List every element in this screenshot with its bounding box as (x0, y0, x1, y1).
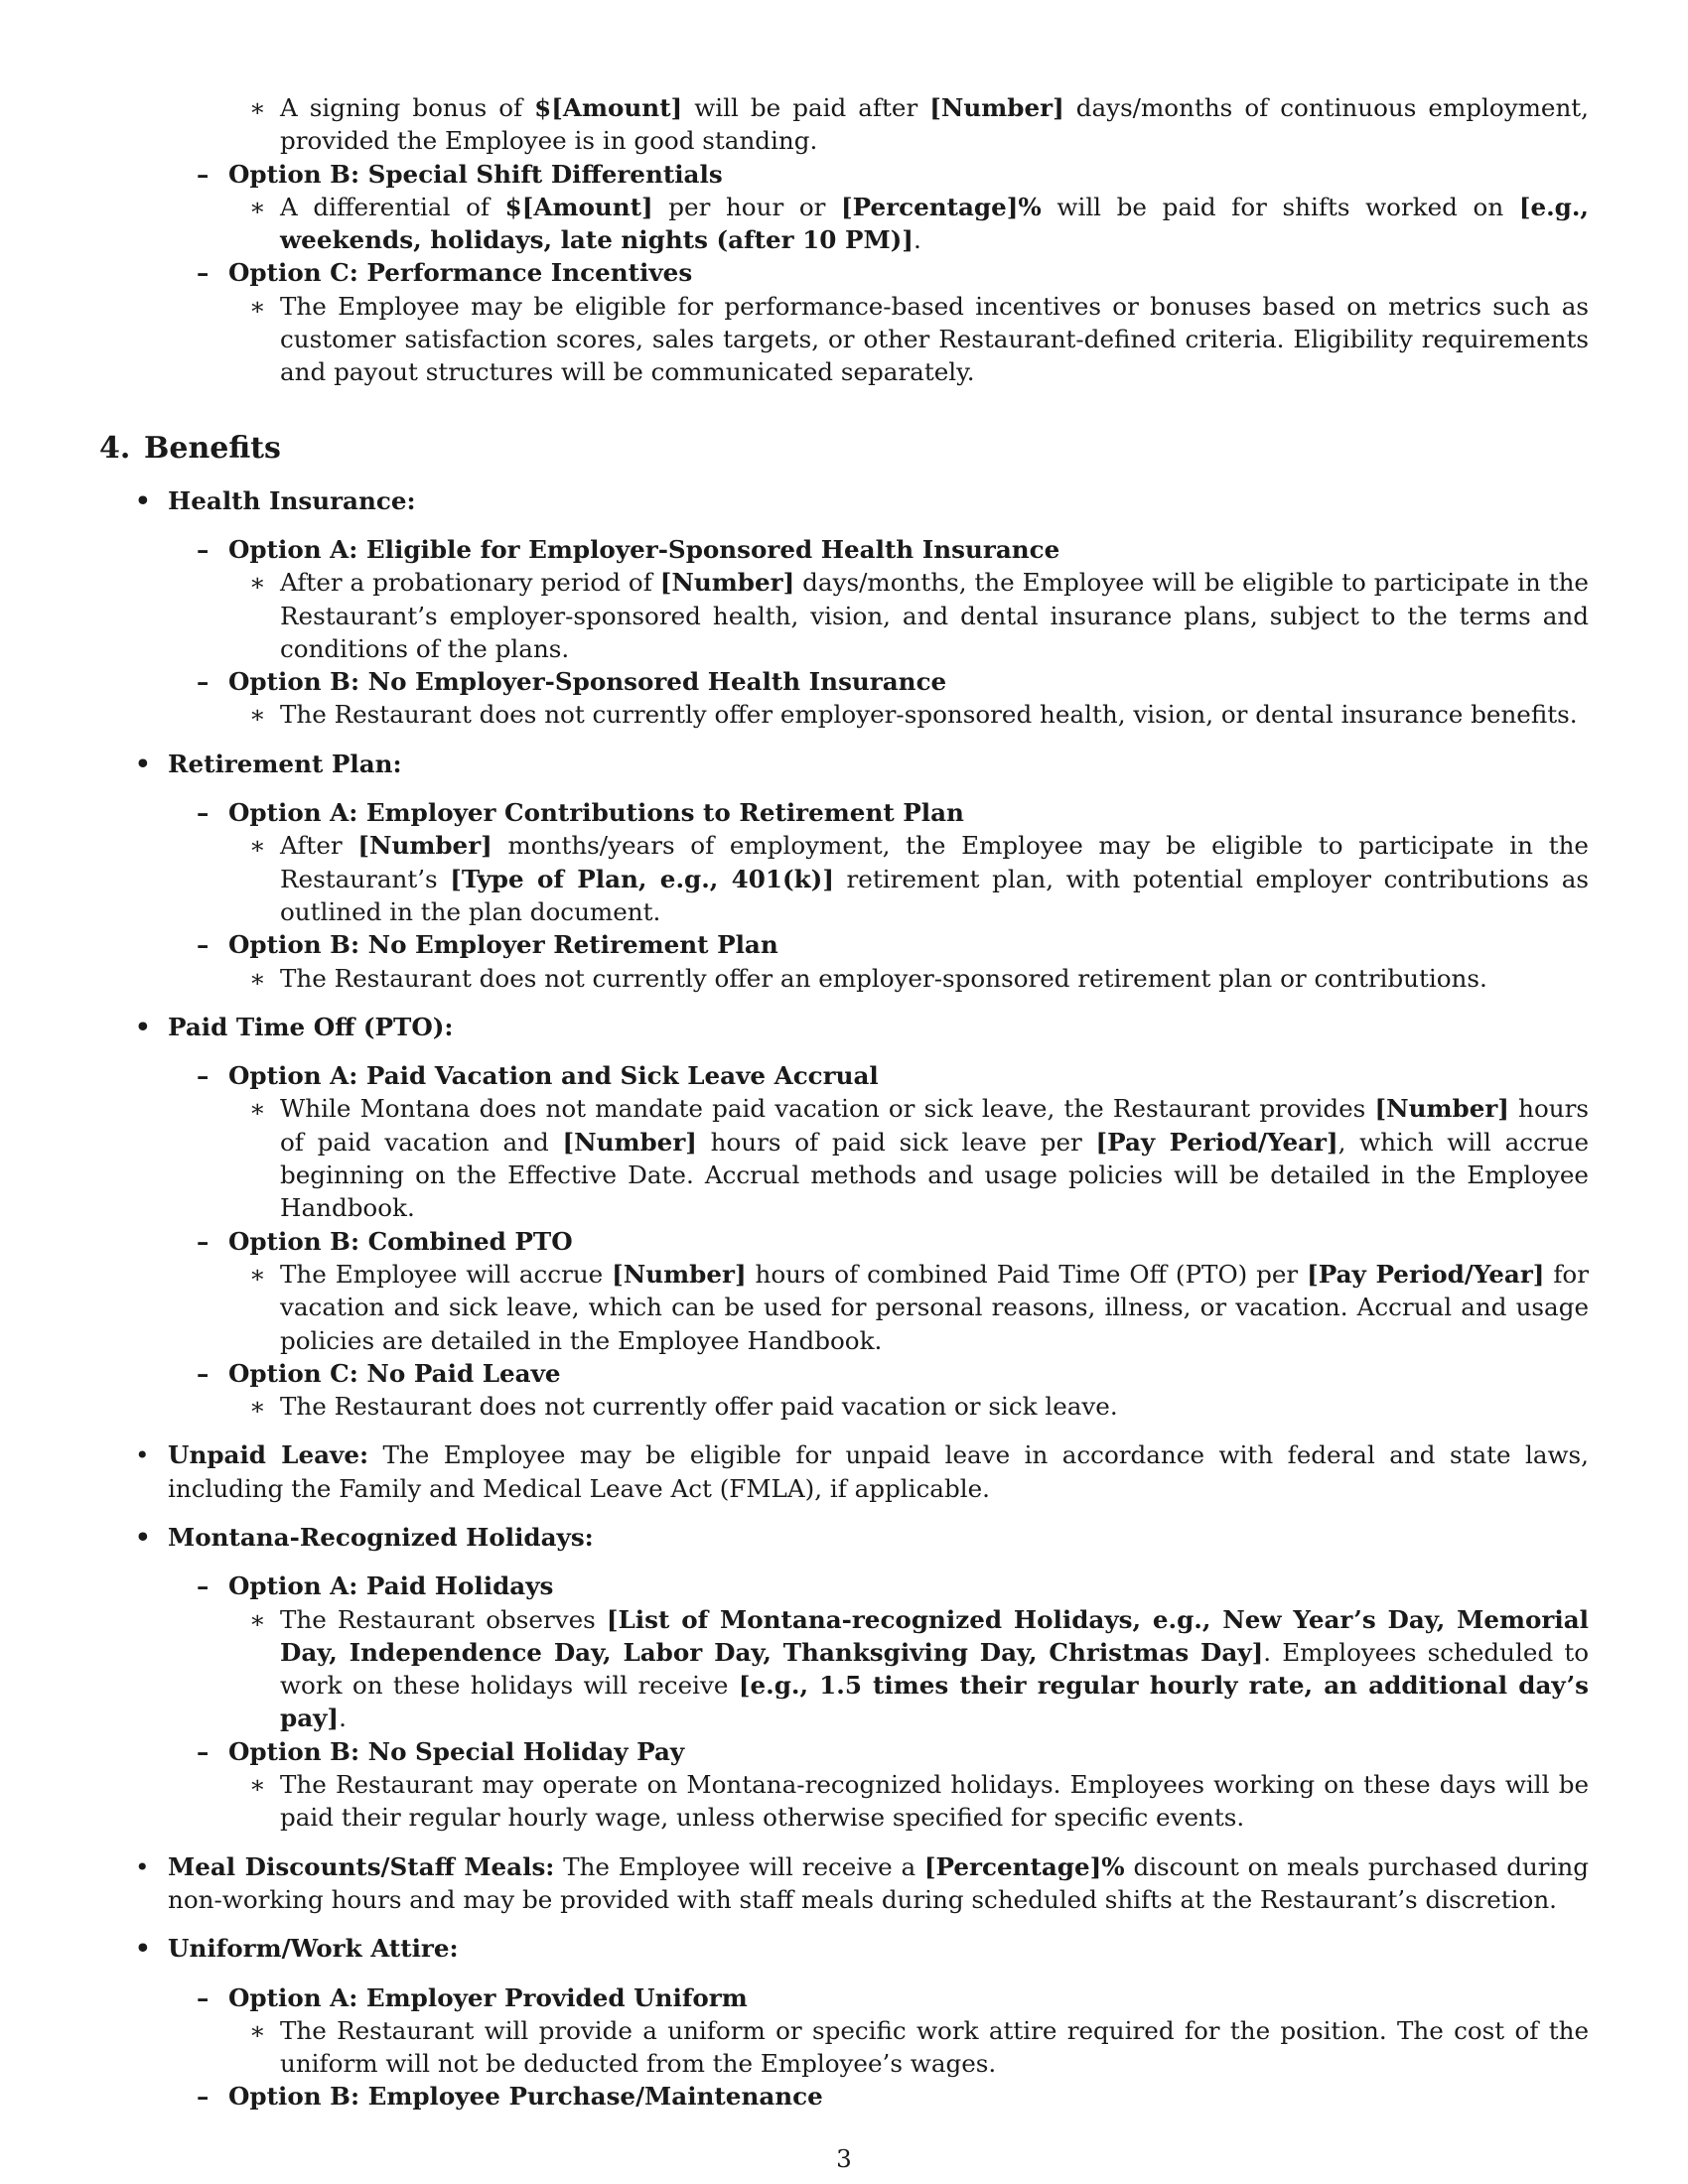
pto-option-a-title: – Option A: Paid Vacation and Sick Leave Accrual (99, 1059, 1589, 1092)
asterisk-marker: ∗ (249, 1094, 266, 1124)
holidays-option-b-bullet: ∗ The Restaurant may operate on Montana-recognized holidays. Employees working on these days will be paid their regular hourly wage, unless otherwise specified for specific events. (249, 1770, 1589, 1833)
bullet-marker: • (135, 1851, 150, 1881)
holidays-item: • Montana-Recognized Holidays: (99, 1521, 1589, 1554)
health-option-a-title: – Option A: Eligible for Employer-Sponsored Health Insurance (99, 533, 1589, 566)
pto-option-b-bullet: ∗ The Employee will accrue [Number] hours of combined Paid Time Off (PTO) per [Pay Period/Year] for vacation and sick leave, which can be used for personal reasons, illness, or vacation. Accrual and usage policies are detailed in the Employee Handbook. (249, 1259, 1589, 1355)
health-option-b-bullet: ∗ The Restaurant does not currently offer employer-sponsored health, vision, or dental insurance benefits. (99, 698, 1589, 731)
page-number: 3 (836, 2144, 852, 2173)
holidays-option-a-bullet: ∗ The Restaurant observes [List of Montana-recognized Holidays, e.g., New Year’s Day, Memorial Day, Independence Day, Labor Day, Thanksgiving Day, Christmas Day]. Employees scheduled to work on these holidays will receive [e.g., 1.5 times their regular hourly rate, an additional day’s pay]. (249, 1604, 1590, 1733)
option-c-performance-title: – Option C: Performance Incentives (99, 256, 1589, 289)
uniform-item: • Uniform/Work Attire: (99, 1932, 1589, 1965)
uniform-option-b-title: – Option B: Employee Purchase/Maintenance (99, 2080, 1589, 2113)
dash-marker: – (197, 1358, 210, 1388)
dash-marker: – (197, 1226, 210, 1256)
dash-marker: – (197, 798, 210, 828)
pto-option-a-bullet: ∗ While Montana does not mandate paid vacation or sick leave, the Restaurant provides [Number] hours of paid vacation and [Number] hours of paid sick leave per [Pay Period/Year], which will accrue beginning on the Effective Date. Accrual methods and usage policies will be detailed in the Employee Handbook. (249, 1094, 1589, 1223)
bullet-marker: • (135, 749, 151, 778)
pto-option-b-title: – Option B: Combined PTO (99, 1225, 1589, 1258)
retirement-option-b-bullet: ∗ The Restaurant does not currently offer an employer-sponsored retirement plan or contributions. (99, 962, 1589, 995)
asterisk-marker: ∗ (249, 831, 266, 861)
dash-marker: – (197, 1982, 210, 2012)
bullet-marker: • (135, 1440, 150, 1470)
asterisk-marker: ∗ (249, 1259, 266, 1289)
dash-marker: – (197, 258, 210, 288)
asterisk-marker: ∗ (249, 93, 266, 122)
dash-marker: – (197, 159, 210, 189)
signing-bonus-bullet: ∗ A signing bonus of $[Amount] will be paid after [Number] days/months of continuous employment, provided the Employee is in good standing. (249, 93, 1589, 156)
dash-marker: – (197, 930, 210, 960)
dash-marker: – (197, 667, 210, 697)
pto-option-c-title: – Option C: No Paid Leave (99, 1357, 1589, 1390)
unpaid-leave-item: • Unpaid Leave: The Employee may be eligible for unpaid leave in accordance with federal and state laws, including the Family and Medical Leave Act (FMLA), if applicable. (135, 1440, 1590, 1503)
asterisk-marker: ∗ (249, 700, 266, 730)
option-b-shift-title: – Option B: Special Shift Differentials (99, 158, 1589, 191)
pto-item: • Paid Time Off (PTO): (99, 1011, 1589, 1043)
dash-marker: – (197, 1061, 210, 1091)
retirement-option-a-bullet: ∗ After [Number] months/years of employment, the Employee may be eligible to participate in the Restaurant’s [Type of Plan, e.g., 401(k)] retirement plan, with potential employer contributions as outlined in the plan document. (249, 831, 1589, 926)
asterisk-marker: ∗ (249, 963, 266, 993)
health-insurance-item: • Health Insurance: (99, 484, 1589, 517)
retirement-option-b-title: – Option B: No Employer Retirement Plan (99, 928, 1589, 961)
bullet-marker: • (135, 485, 151, 515)
dash-marker: – (197, 1571, 210, 1601)
asterisk-marker: ∗ (249, 1604, 266, 1634)
retirement-plan-item: • Retirement Plan: (99, 748, 1589, 780)
asterisk-marker: ∗ (249, 568, 266, 598)
performance-incentive-bullet: ∗ The Employee may be eligible for performance-based incentives or bonuses based on metrics such as customer satisfaction scores, sales targets, or other Restaurant-defined criteria. Eligibility requirements and payout structures will be communicated separately. (249, 291, 1589, 387)
asterisk-marker: ∗ (249, 1392, 266, 1422)
asterisk-marker: ∗ (249, 2015, 266, 2045)
health-option-a-bullet: ∗ After a probationary period of [Number] days/months, the Employee will be eligible to participate in the Restaurant’s employer-sponsored health, vision, and dental insurance plans, subject to the terms and conditions of the plans. (249, 568, 1589, 663)
asterisk-marker: ∗ (249, 192, 266, 221)
asterisk-marker: ∗ (249, 291, 266, 321)
section-heading-benefits: 4. Benefits (99, 430, 281, 466)
document-page (99, 91, 1589, 2114)
retirement-option-a-title: – Option A: Employer Contributions to Retirement Plan (99, 796, 1589, 829)
holidays-option-b-title: – Option B: No Special Holiday Pay (99, 1735, 1589, 1768)
dash-marker: – (197, 534, 210, 564)
dash-marker: – (197, 2082, 210, 2112)
holidays-option-a-title: – Option A: Paid Holidays (99, 1570, 1589, 1602)
shift-differential-bullet: ∗ A differential of $[Amount] per hour or [Percentage]% will be paid for shifts worked on [e.g., weekends, holidays, late nights (after 10 PM)]. (249, 192, 1589, 255)
bullet-marker: • (135, 1012, 151, 1041)
dash-marker: – (197, 1736, 210, 1766)
uniform-option-a-bullet: ∗ The Restaurant will provide a uniform or specific work attire required for the position. The cost of the uniform will not be deducted from the Employee’s wages. (249, 2015, 1589, 2079)
pto-option-c-bullet: ∗ The Restaurant does not currently offer paid vacation or sick leave. (99, 1390, 1589, 1423)
uniform-option-a-title: – Option A: Employer Provided Uniform (99, 1981, 1589, 2014)
health-option-b-title: – Option B: No Employer-Sponsored Health Insurance (99, 665, 1589, 698)
meal-discounts-item: • Meal Discounts/Staff Meals: The Employee will receive a [Percentage]% discount on meals purchased during non-working hours and may be provided with staff meals during scheduled shifts at the Restaurant’s discretion. (135, 1851, 1589, 1914)
bullet-marker: • (135, 1934, 151, 1964)
bullet-marker: • (135, 1522, 151, 1552)
asterisk-marker: ∗ (249, 1770, 266, 1800)
